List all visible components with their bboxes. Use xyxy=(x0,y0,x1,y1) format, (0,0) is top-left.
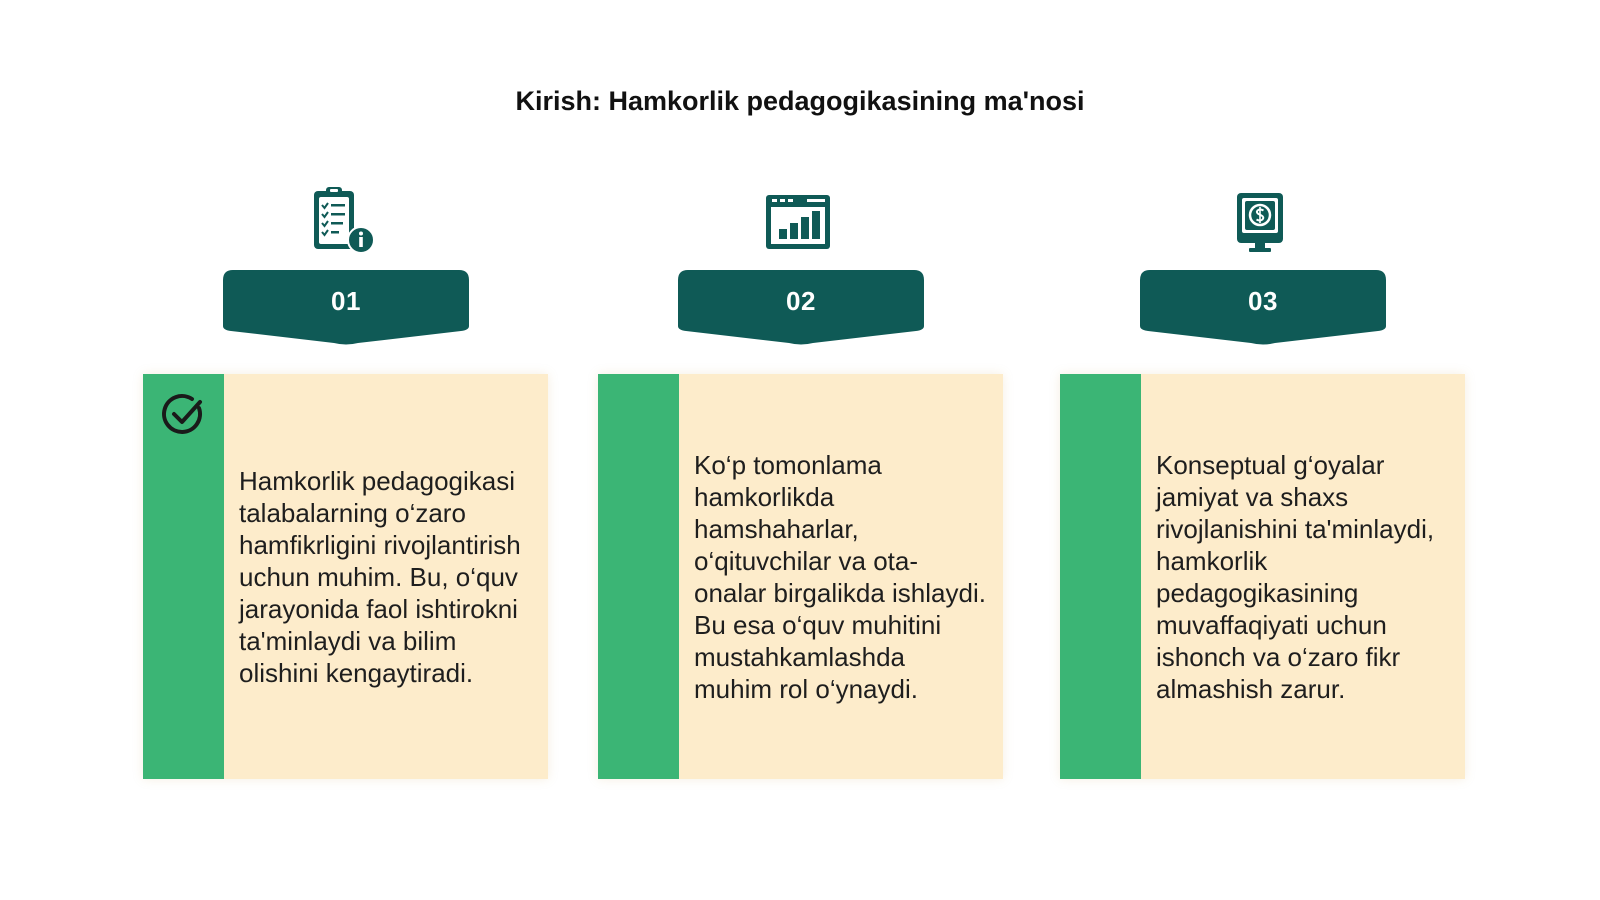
step-column-03 xyxy=(1060,0,1465,900)
step-card xyxy=(143,374,548,779)
step-description: Hamkorlik pedagogikasi talabalarning o‘zaro hamfikrligini rivojlantirish uchun muhim. Bu, o‘quv jarayonida faol ishtirokni ta'minlaydi va bilim olishini kengaytiradi. xyxy=(239,465,521,688)
step-card xyxy=(598,374,1003,779)
step-number: 01 xyxy=(331,286,361,316)
money-monitor-icon xyxy=(1225,185,1295,257)
slide-title: Kirish: Hamkorlik pedagogikasining ma'nosi xyxy=(515,86,1085,116)
step-number-banner xyxy=(678,270,924,346)
step-card xyxy=(1060,374,1465,779)
step-column-02 xyxy=(598,0,1003,900)
bar-chart-window-icon xyxy=(763,185,833,257)
card-accent-stripe xyxy=(1060,374,1141,779)
check-circle-icon xyxy=(161,392,207,438)
card-accent-stripe xyxy=(598,374,679,779)
step-column-01 xyxy=(143,0,548,900)
step-description: Konseptual g‘oyalar jamiyat va shaxs rivojlanishini ta'minlaydi, hamkorlik pedagogikasining muvaffaqiyati uchun ishonch va o‘zaro fikr almashish zarur. xyxy=(1156,449,1435,704)
step-number-banner xyxy=(1140,270,1386,346)
clipboard-checklist-info-icon xyxy=(308,185,378,257)
step-description: Ko‘p tomonlama hamkorlikda hamshaharlar, o‘qituvchilar va ota-onalar birgalikda ishlaydi. Bu esa o‘quv muhitini mustahkamlashda muhim rol o‘ynaydi. xyxy=(694,449,986,704)
step-number-banner xyxy=(223,270,469,346)
step-number: 02 xyxy=(786,286,816,316)
step-number: 03 xyxy=(1248,286,1278,316)
card-accent-stripe xyxy=(143,374,224,779)
